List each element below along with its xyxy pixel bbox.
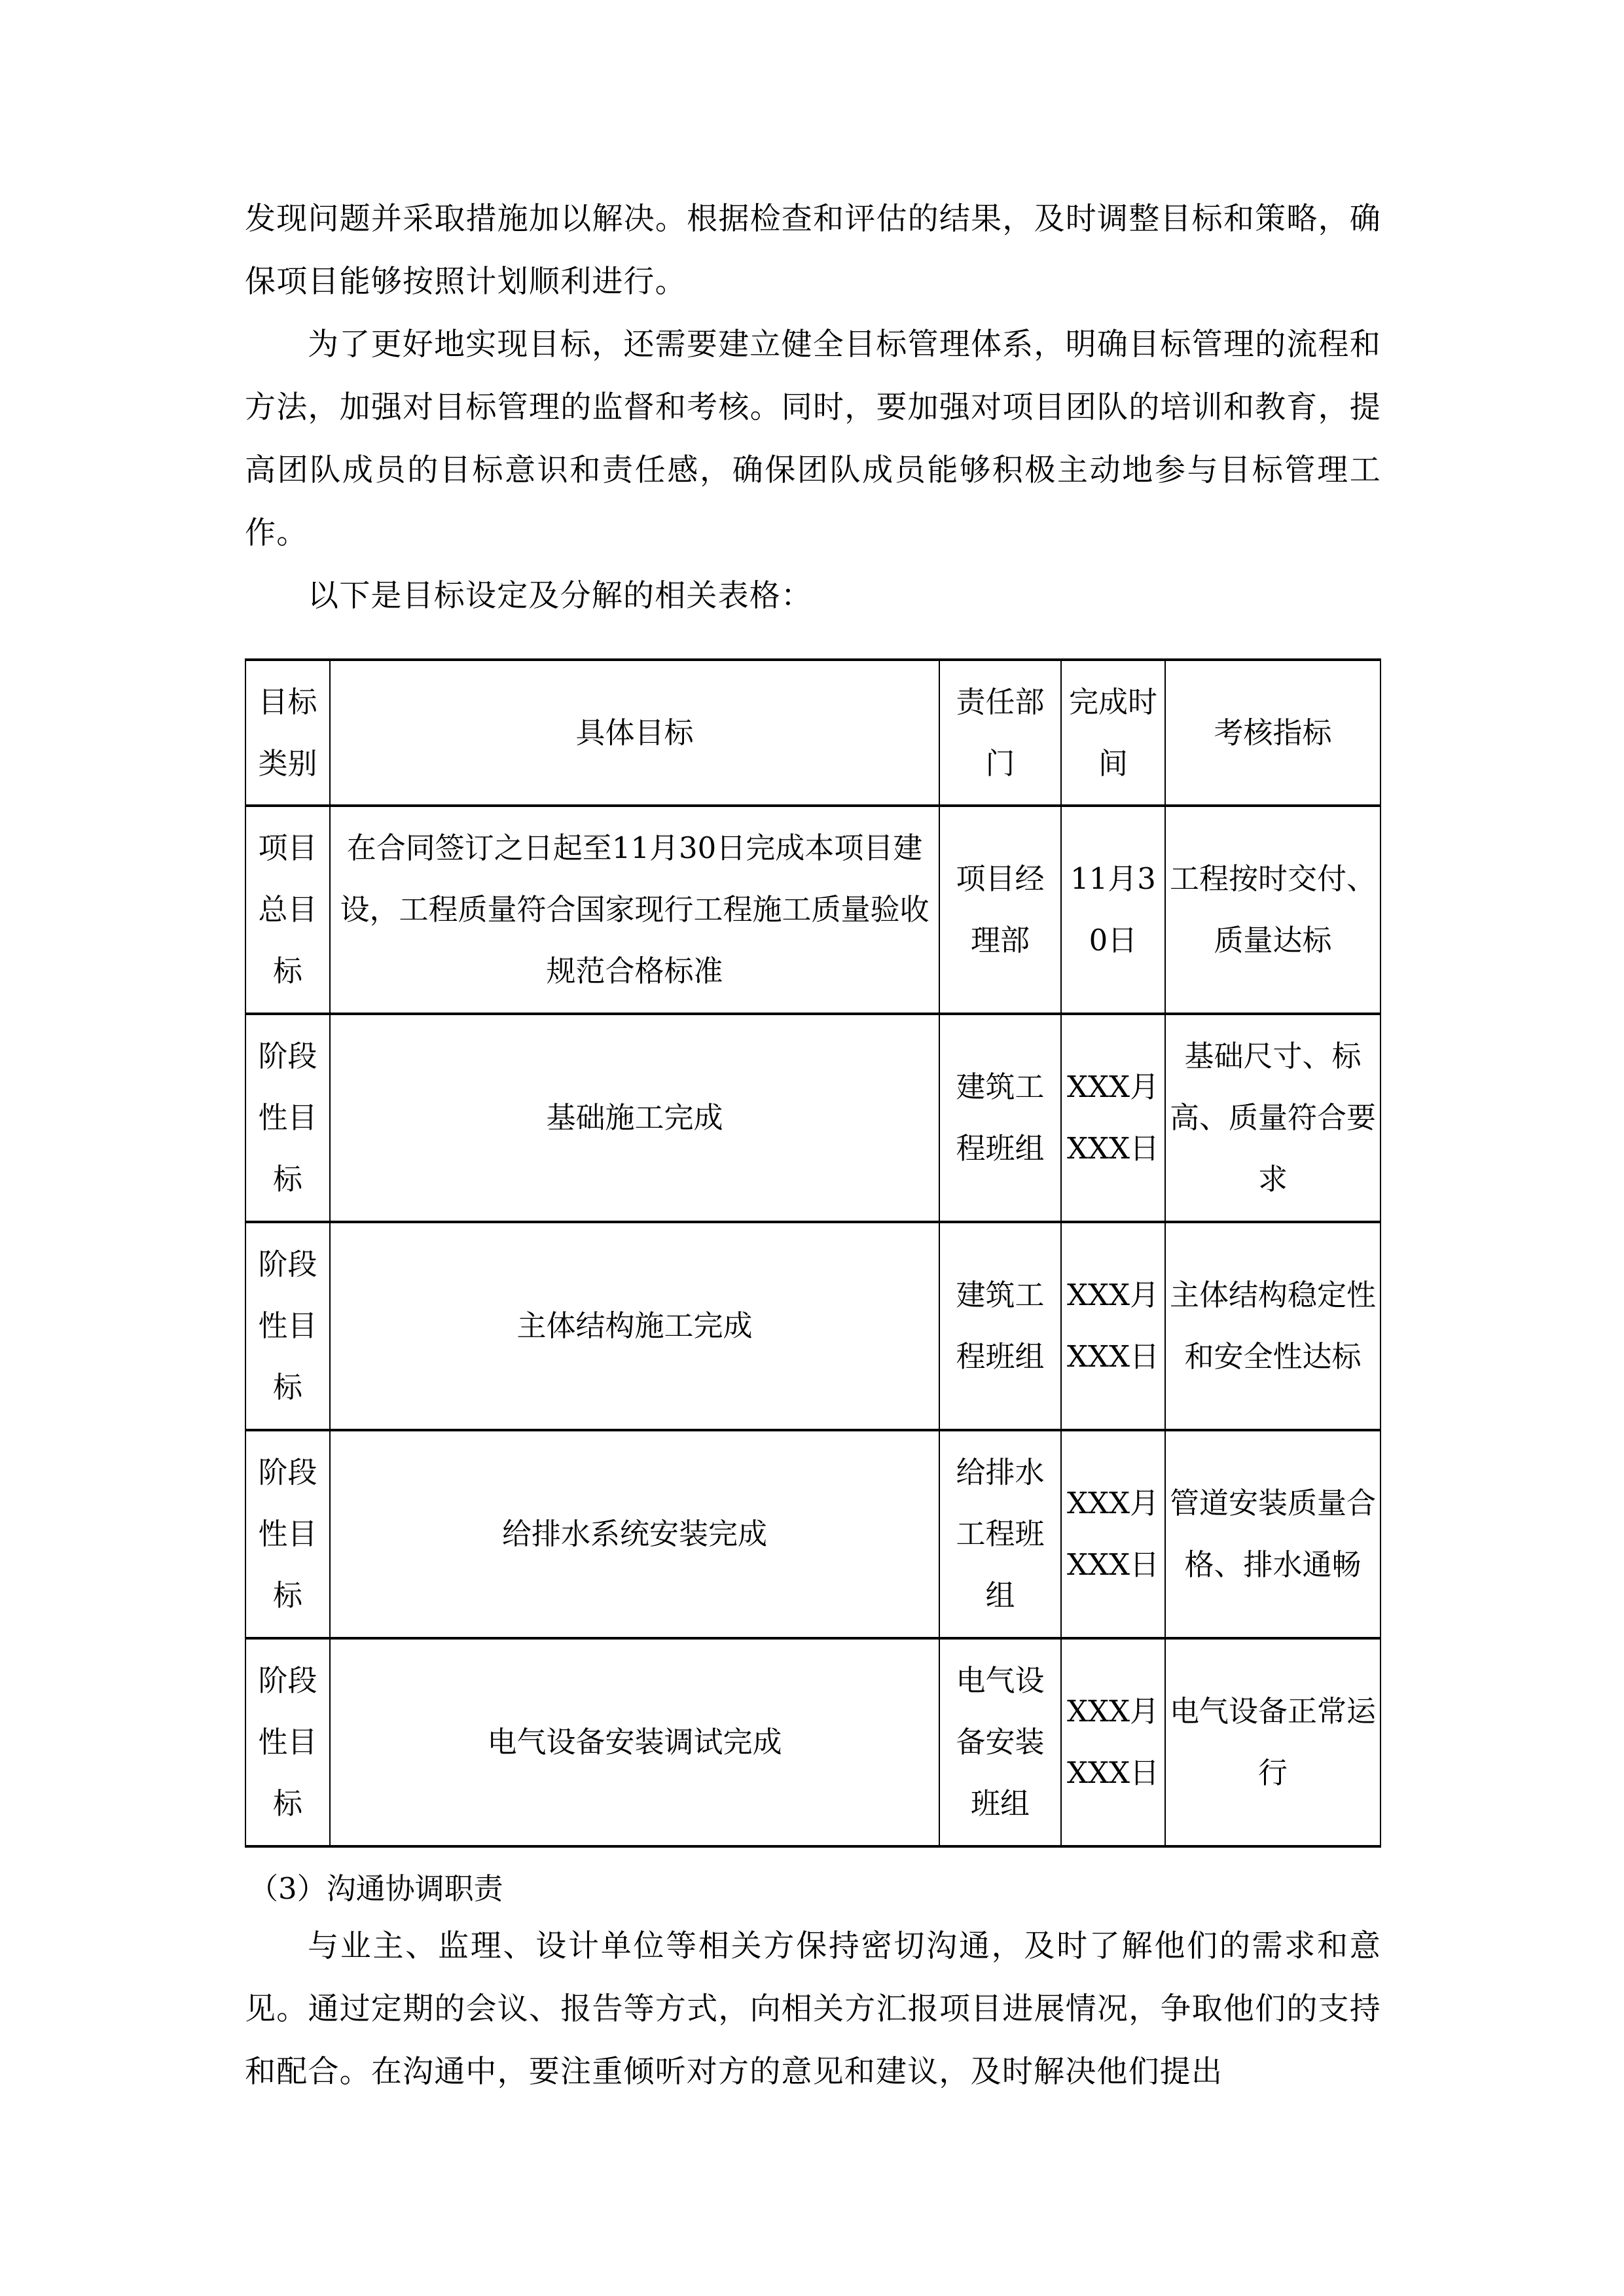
header-responsible-dept: 责任部门: [939, 660, 1061, 806]
table-row: [245, 806, 1380, 1014]
section-heading-communication: （3）沟通协调职责: [249, 1871, 503, 1906]
paragraph-continuation: 发现问题并采取措施加以解决。根据检查和评估的结果，及时调整目标和策略，确保项目能够按照计划顺利进行。: [245, 201, 1381, 300]
paragraph-communication: 与业主、监理、设计单位等相关方保持密切沟通，及时了解他们的需求和意见。通过定期的会议、报告等方式，向相关方汇报项目进展情况，争取他们的支持和配合。在沟通中，要注重倾听对方的意见和建议，及时解决他们提出: [245, 1928, 1381, 2090]
cell-metric: 电气设备正常运行: [1165, 1638, 1380, 1846]
cell-category: 阶段性目标: [245, 1014, 330, 1222]
cell-time: XXX月XXX日: [1061, 1014, 1165, 1222]
table-row: [245, 1014, 1380, 1222]
cell-time: 11月30日: [1061, 806, 1165, 1014]
cell-metric: 基础尺寸、标高、质量符合要求: [1165, 1014, 1380, 1222]
cell-goal: 电气设备安装调试完成: [330, 1638, 939, 1846]
cell-goal: 主体结构施工完成: [330, 1222, 939, 1430]
cell-dept: 项目经理部: [939, 806, 1061, 1014]
cell-time: XXX月XXX日: [1061, 1430, 1165, 1638]
cell-category: 阶段性目标: [245, 1222, 330, 1430]
cell-goal: 给排水系统安装完成: [330, 1430, 939, 1638]
goal-breakdown-table: [245, 658, 1381, 1848]
table-header-row: [245, 660, 1380, 806]
header-completion-time: 完成时间: [1061, 660, 1165, 806]
cell-dept: 给排水工程班组: [939, 1430, 1061, 1638]
cell-metric: 工程按时交付、质量达标: [1165, 806, 1380, 1014]
header-assessment-metric: 考核指标: [1165, 660, 1380, 806]
cell-metric: 管道安装质量合格、排水通畅: [1165, 1430, 1380, 1638]
table-row: [245, 1430, 1380, 1638]
table-row: [245, 1638, 1380, 1846]
paragraph-goal-management-system: 为了更好地实现目标，还需要建立健全目标管理体系，明确目标管理的流程和方法，加强对目标管理的监督和考核。同时，要加强对项目团队的培训和教育，提高团队成员的目标意识和责任感，确保团队成员能够积极主动地参与目标管理工作。: [245, 327, 1381, 551]
cell-dept: 建筑工程班组: [939, 1222, 1061, 1430]
cell-category: 阶段性目标: [245, 1638, 330, 1846]
cell-goal: 在合同签订之日起至11月30日完成本项目建设，工程质量符合国家现行工程施工质量验收规范合格标准: [330, 806, 939, 1014]
cell-goal: 基础施工完成: [330, 1014, 939, 1222]
header-specific-goal: 具体目标: [330, 660, 939, 806]
cell-time: XXX月XXX日: [1061, 1638, 1165, 1846]
cell-dept: 电气设备安装班组: [939, 1638, 1061, 1846]
cell-dept: 建筑工程班组: [939, 1014, 1061, 1222]
header-category: 目标类别: [245, 660, 330, 806]
table-row: [245, 1222, 1380, 1430]
cell-metric: 主体结构稳定性和安全性达标: [1165, 1222, 1380, 1430]
paragraph-table-intro: 以下是目标设定及分解的相关表格：: [308, 578, 813, 614]
cell-time: XXX月XXX日: [1061, 1222, 1165, 1430]
cell-category: 项目总目标: [245, 806, 330, 1014]
cell-category: 阶段性目标: [245, 1430, 330, 1638]
